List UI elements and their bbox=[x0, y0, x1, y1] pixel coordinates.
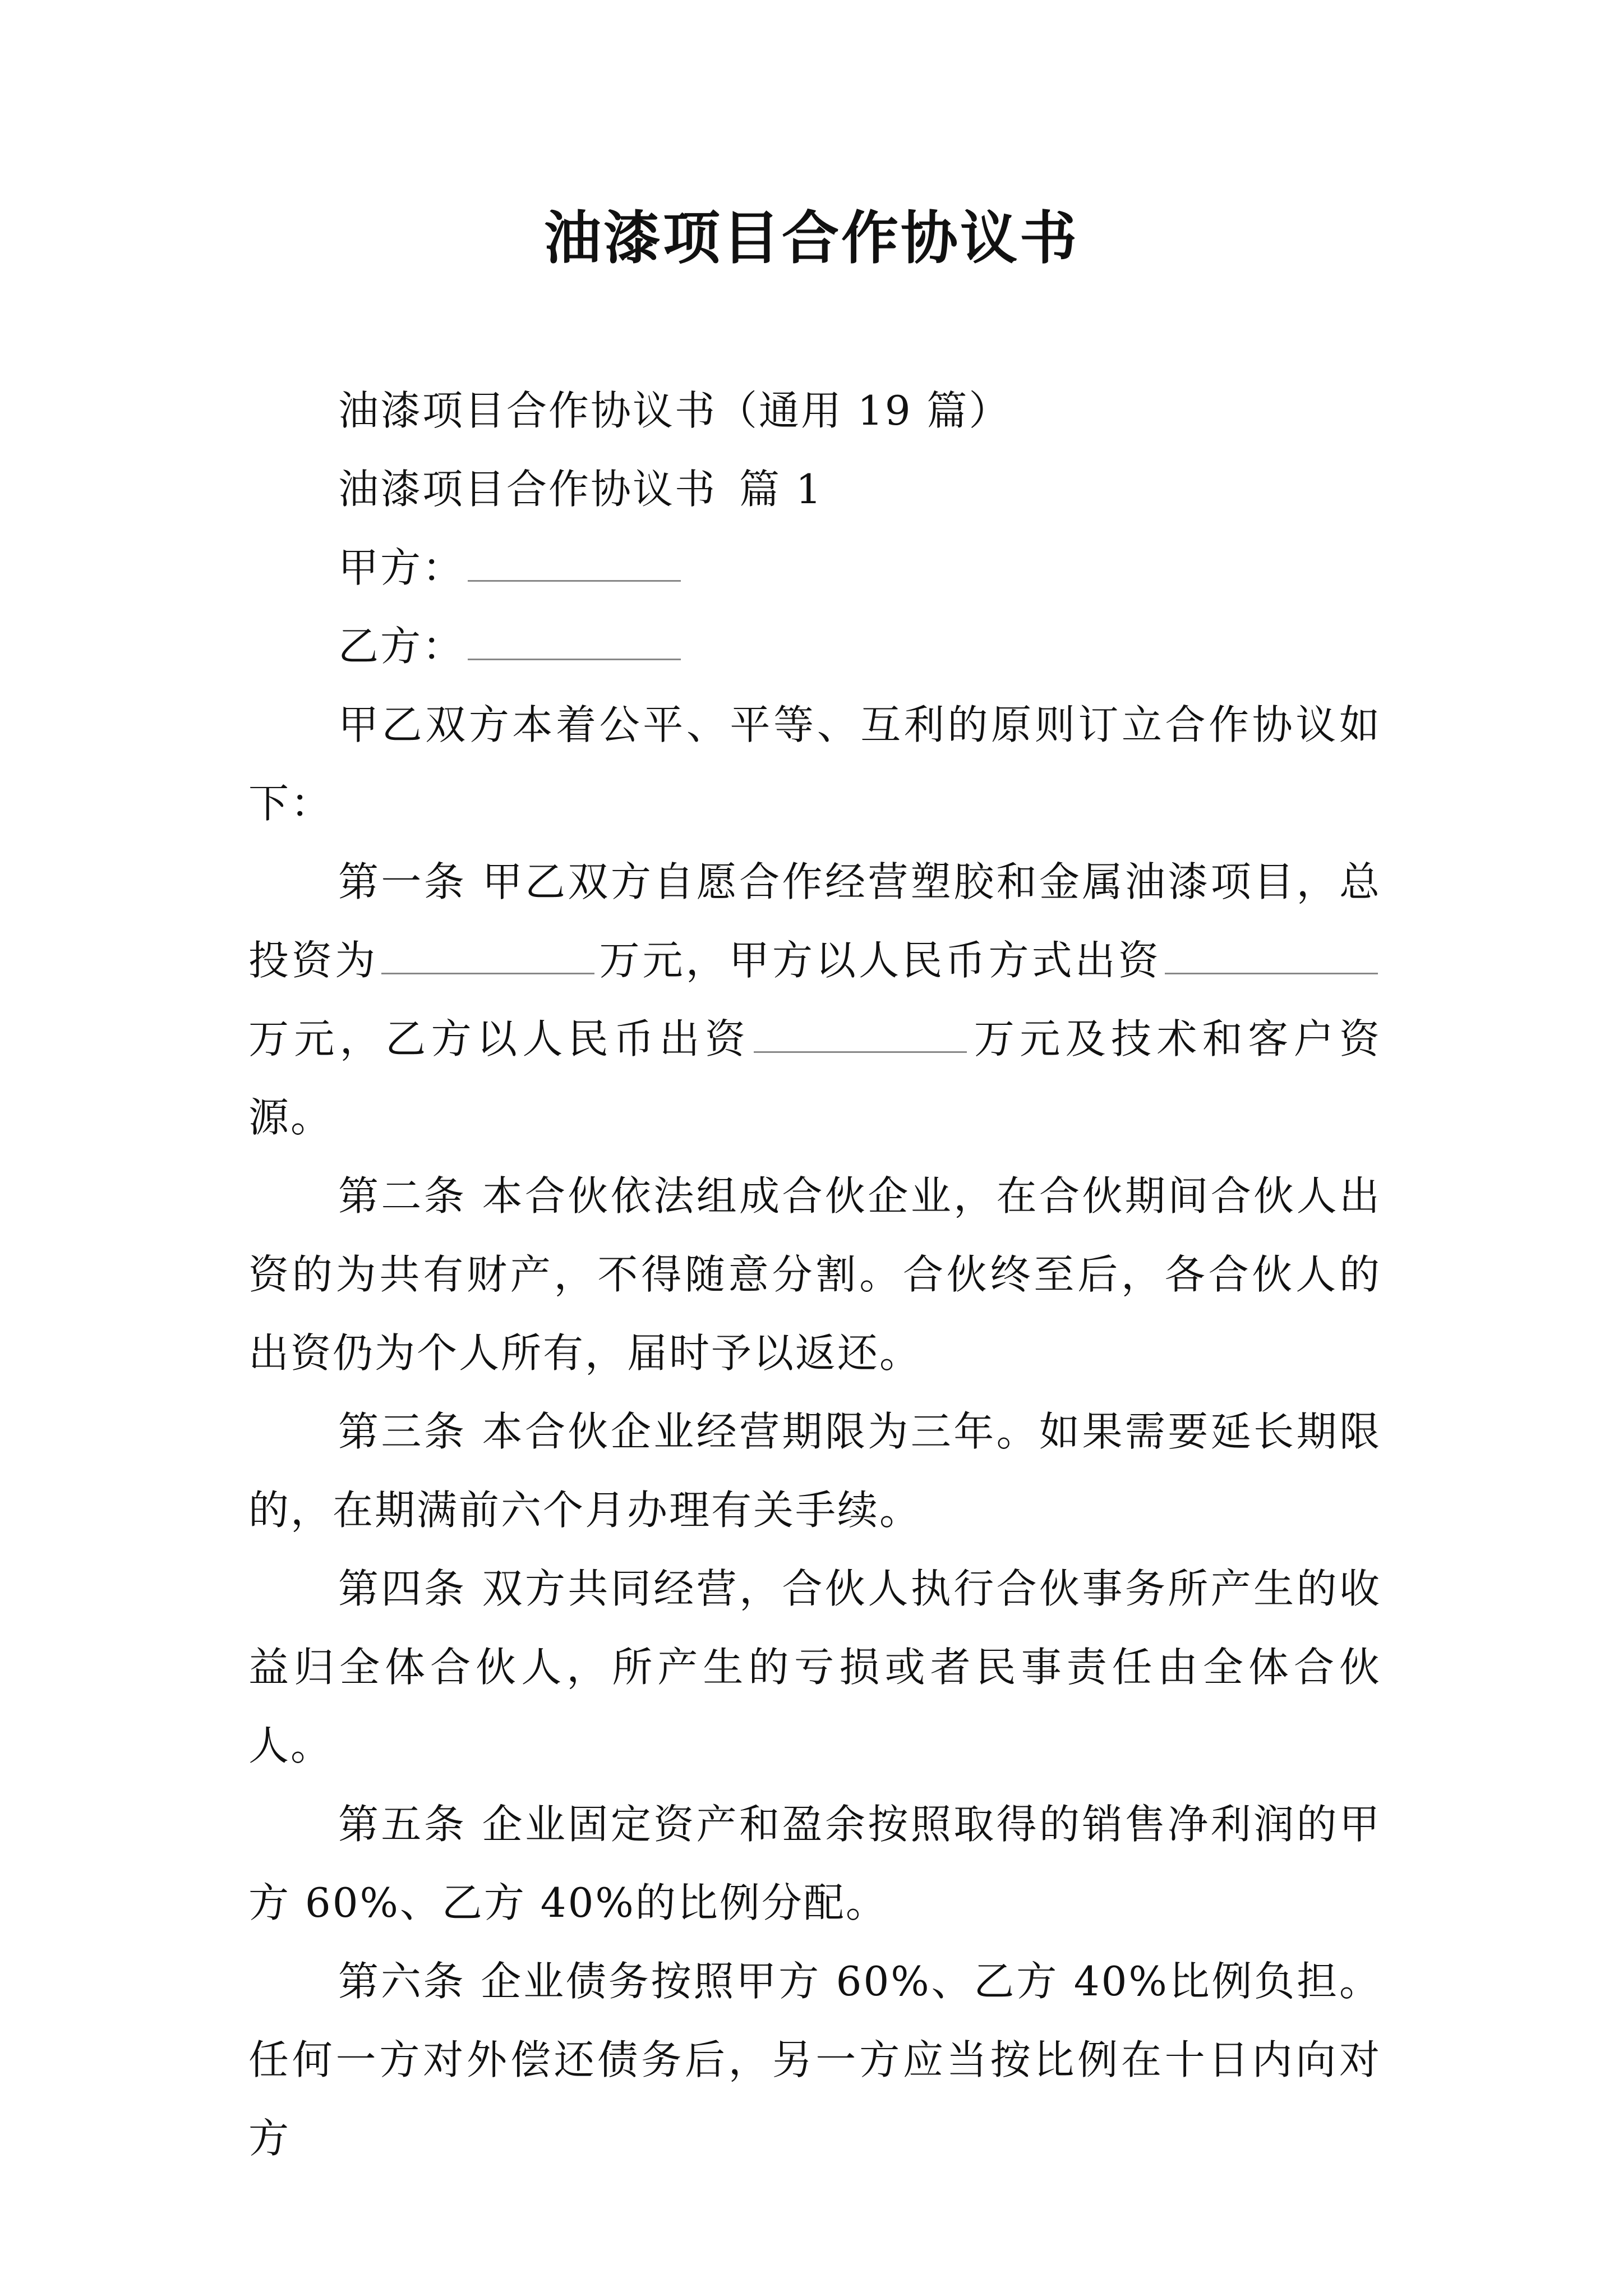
party-b-blank bbox=[468, 656, 681, 660]
party-a-line bbox=[248, 528, 1381, 607]
article-6-paragraph: 第六条 企业债务按照甲方 60%、乙方 40%比例负担。任何一方对外偿还债务后，另一方应当按比例在十日内向对方 bbox=[248, 1958, 1381, 2162]
party-b-line bbox=[248, 607, 1381, 685]
party-a-blank bbox=[468, 578, 681, 582]
article-2-paragraph: 第二条 本合伙依法组成合伙企业，在合伙期间合伙人出资的为共有财产，不得随意分割。合伙终至后，各合伙人的出资仍为个人所有，届时予以返还。 bbox=[248, 1172, 1381, 1377]
article-1-text-c: 万元，乙方以人民币出资 bbox=[248, 1015, 751, 1062]
intro-paragraph: 甲乙双方本着公平、平等、互利的原则订立合作协议如下： bbox=[248, 701, 1381, 827]
article-1-text-b: 万元，甲方以人民币方式出资 bbox=[598, 937, 1161, 984]
chapter-heading-number: 篇 1 bbox=[739, 466, 823, 513]
article-4-paragraph: 第四条 双方共同经营，合伙人执行合伙事务所产生的收益归全体合伙人，所产生的亏损或者民事责任由全体合伙人。 bbox=[248, 1565, 1381, 1769]
party-a-investment-blank bbox=[1165, 970, 1378, 974]
total-investment-blank bbox=[381, 970, 594, 974]
document-body bbox=[248, 371, 1381, 2178]
article-3-paragraph: 第三条 本合伙企业经营期限为三年。如果需要延长期限的，在期满前六个月办理有关手续。 bbox=[248, 1408, 1381, 1534]
article-5-paragraph: 第五条 企业固定资产和盈余按照取得的销售净利润的甲方 60%、乙方 40%的比例分配。 bbox=[248, 1801, 1381, 1926]
article-1-paragraph bbox=[248, 843, 1381, 1157]
subtitle-paragraph: 油漆项目合作协议书（通用 19 篇） bbox=[338, 387, 1011, 434]
party-b-investment-blank bbox=[754, 1049, 967, 1053]
document-title: 油漆项目合作协议书 bbox=[544, 205, 1079, 272]
article-1-text-a: 第一条 甲乙双方自愿合作经营塑胶和金属油漆项目，总投资为 bbox=[248, 858, 1381, 984]
chapter-heading-title: 油漆项目合作协议书 bbox=[338, 466, 717, 513]
article-1-text-d: 万元及技术和客户资源。 bbox=[248, 1015, 1381, 1141]
party-a-label: 甲方： bbox=[338, 544, 465, 591]
chapter-heading bbox=[248, 450, 1381, 528]
party-b-label: 乙方： bbox=[338, 623, 465, 670]
